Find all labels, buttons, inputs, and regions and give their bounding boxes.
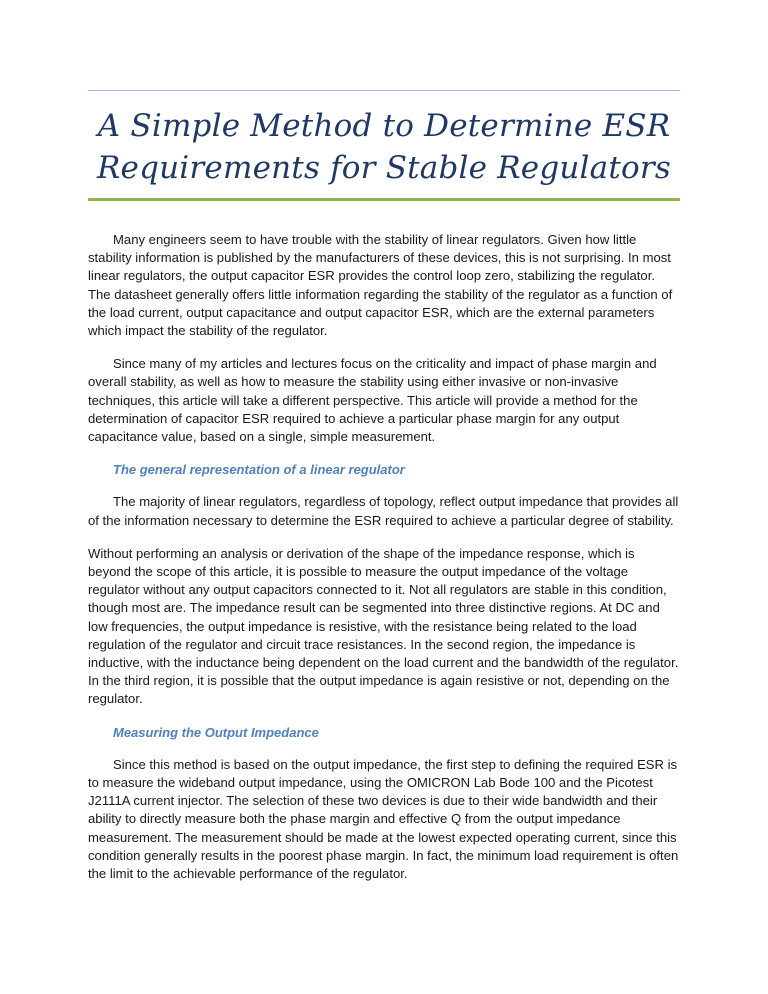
article-body — [88, 231, 680, 898]
paragraph-impedance-regions: Without performing an analysis or derivation of the shape of the impedance response, which is beyond the scope of this article, it is possible to measure the output impedance of the voltage regulator without any output capacitors connected to it. Not all regulators are stable in this condition, though most are. The impedance result can be segmented into three distinctive regions. At DC and low frequencies, the output impedance is resistive, with the resistance being related to the load regulation of the regulator and circuit trace resistances. In the second region, the impedance is inductive, with the inductance being dependent on the load current and the bandwidth of the regulator. In the third region, it is possible that the output impedance is again resistive or not, depending on the regulator. — [88, 545, 679, 707]
section-heading-general-representation: The general representation of a linear regulator — [113, 462, 405, 478]
title-line-1: A Simple Method to Determine ESR — [97, 108, 671, 144]
paragraph-majority: The majority of linear regulators, regardless of topology, reflect output impedance that provides all of the information necessary to determine the ESR required to achieve a particular degree of stability. — [88, 494, 679, 528]
paragraph-perspective: Since many of my articles and lectures focus on the criticality and impact of phase margin and overall stability, as well as how to measure the stability using either invasive or non-invasive techniques, this article will take a different perspective. This article will provide a method for the determination of capacitor ESR required to achieve a particular phase margin for any output capacitance value, based on a single, simple measurement. — [88, 356, 657, 445]
section-heading-measuring: Measuring the Output Impedance — [113, 724, 319, 740]
title-line-2: Requirements for Stable Regulators — [97, 150, 671, 186]
paragraph-intro: Many engineers seem to have trouble with the stability of linear regulators. Given how little stability information is published by the manufacturers of these devices, this is not surprising. In most linear regulators, the output capacitor ESR provides the control loop zero, stabilizing the regulator. The datasheet generally offers little information regarding the stability of the regulator as a function of the load current, output capacitance and output capacitor ESR, which are the external parameters which impact the stability of the regulator. — [88, 232, 673, 339]
page-title — [88, 105, 680, 189]
title-underline — [88, 198, 680, 201]
paragraph-measurement-method: Since this method is based on the output impedance, the first step to defining the required ESR is to measure the wideband output impedance, using the OMICRON Lab Bode 100 and the Picotest J2111A current injector. The selection of these two devices is due to their wide bandwidth and their ability to directly measure both the phase margin and effective Q from the output impedance measurement. The measurement should be made at the lowest expected operating current, since this condition generally results in the poorest phase margin. In fact, the minimum load requirement is often the limit to the achievable performance of the regulator. — [88, 756, 679, 882]
top-divider — [88, 90, 680, 91]
